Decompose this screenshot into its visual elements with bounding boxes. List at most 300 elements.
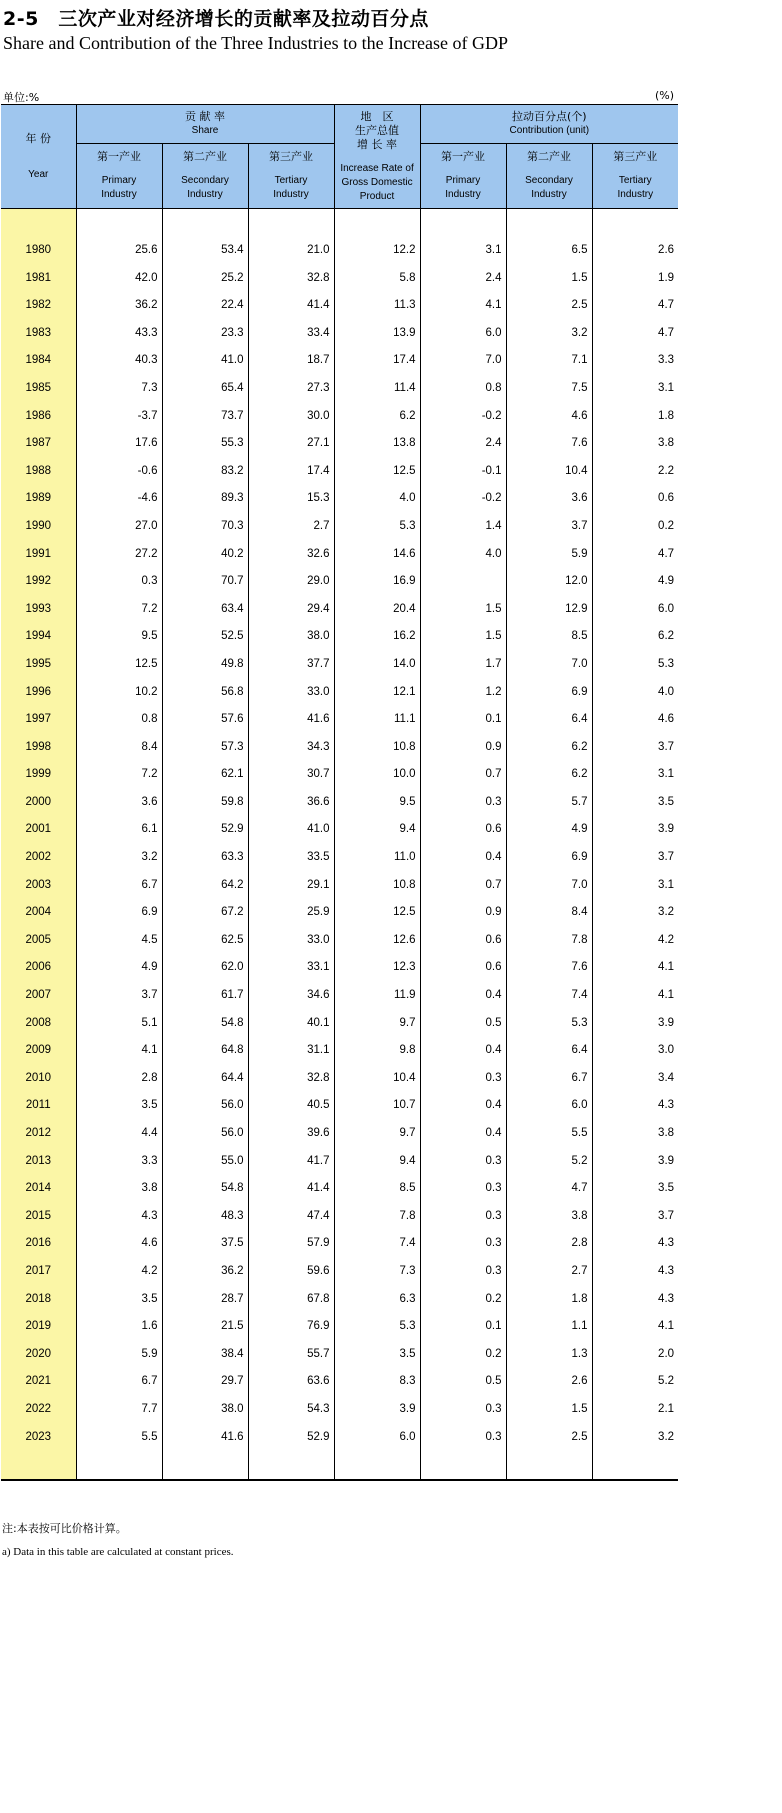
value-cell: 6.9 (506, 844, 592, 872)
value-cell: 0.1 (420, 1313, 506, 1341)
value-cell: -0.1 (420, 458, 506, 486)
value-cell: 0.4 (420, 1037, 506, 1065)
data-table-container (1, 104, 676, 1485)
value-cell: 52.9 (248, 1424, 334, 1452)
value-cell: 25.6 (76, 237, 162, 265)
year-cell: 2023 (1, 1424, 76, 1452)
value-cell: 3.2 (76, 844, 162, 872)
header-contribution-tertiary (592, 144, 678, 209)
table-row (1, 1203, 678, 1231)
value-cell: 3.3 (76, 1148, 162, 1176)
header-contribution-primary (420, 144, 506, 209)
value-cell: 41.4 (248, 292, 334, 320)
value-cell: 0.9 (420, 734, 506, 762)
value-cell: 67.8 (248, 1286, 334, 1314)
value-cell: 29.4 (248, 596, 334, 624)
value-cell: 6.2 (658, 630, 675, 643)
value-cell: 56.0 (162, 1092, 248, 1120)
header-gdp-cn1: 地 区 (360, 109, 394, 123)
value-cell: 25.2 (162, 265, 248, 293)
value-cell: 3.0 (658, 1044, 675, 1057)
value-cell: 1.9 (658, 271, 675, 284)
value-cell: 4.7 (506, 1175, 592, 1203)
value-cell: 0.6 (420, 927, 506, 955)
value-cell: 7.6 (506, 430, 592, 458)
value-cell: 55.0 (162, 1148, 248, 1176)
table-row (1, 1313, 678, 1341)
value-cell: 17.4 (334, 347, 420, 375)
table-row (1, 734, 678, 762)
table-row (1, 844, 678, 872)
value-cell: 0.5 (420, 1010, 506, 1038)
table-row (1, 347, 678, 375)
value-cell: 15.3 (248, 485, 334, 513)
table-spacer-row (1, 209, 678, 238)
value-cell: 4.4 (76, 1120, 162, 1148)
year-cell: 2007 (1, 982, 76, 1010)
value-cell: 11.3 (334, 292, 420, 320)
value-cell: 0.4 (420, 1120, 506, 1148)
value-cell: 2.6 (506, 1368, 592, 1396)
header-c-secondary-cn: 第二产业 (527, 150, 572, 163)
header-year-en: Year (28, 168, 49, 180)
header-gdp-cn2: 生产总值 (355, 123, 400, 137)
header-share-tertiary (248, 144, 334, 209)
header-contribution-secondary (506, 144, 592, 209)
value-cell: 5.5 (76, 1424, 162, 1452)
unit-label-percent: (%) (655, 89, 675, 102)
value-cell: 62.1 (162, 761, 248, 789)
value-cell: 3.5 (658, 795, 675, 808)
value-cell: 0.3 (420, 1258, 506, 1286)
year-cell: 2008 (1, 1010, 76, 1038)
value-cell: 40.5 (248, 1092, 334, 1120)
value-cell: 6.5 (506, 237, 592, 265)
value-cell: 73.7 (162, 403, 248, 431)
table-row (1, 954, 678, 982)
value-cell: 40.2 (162, 541, 248, 569)
table-row (1, 513, 678, 541)
value-cell: 52.9 (162, 816, 248, 844)
value-cell: 4.3 (658, 1099, 675, 1112)
table-row (1, 651, 678, 679)
value-cell: 21.5 (162, 1313, 248, 1341)
value-cell: 5.3 (658, 657, 675, 670)
value-cell: 3.7 (76, 982, 162, 1010)
value-cell: 0.5 (420, 1368, 506, 1396)
value-cell: 39.6 (248, 1120, 334, 1148)
value-cell: 6.2 (506, 761, 592, 789)
header-year-cn: 年 份 (25, 131, 51, 145)
value-cell: 54.8 (162, 1010, 248, 1038)
value-cell: 2.2 (658, 464, 675, 477)
value-cell: 4.3 (76, 1203, 162, 1231)
value-cell: 0.3 (420, 1148, 506, 1176)
table-row (1, 1065, 678, 1093)
value-cell: 9.7 (334, 1120, 420, 1148)
value-cell: 32.6 (248, 541, 334, 569)
value-cell: 0.4 (420, 844, 506, 872)
value-cell: 7.0 (506, 651, 592, 679)
value-cell: 30.7 (248, 761, 334, 789)
value-cell: 2.7 (248, 513, 334, 541)
table-row (1, 1230, 678, 1258)
value-cell: 21.0 (248, 237, 334, 265)
value-cell: 33.1 (248, 954, 334, 982)
value-cell: 0.3 (420, 1203, 506, 1231)
year-cell: 1987 (1, 430, 76, 458)
value-cell: 5.3 (334, 1313, 420, 1341)
value-cell: 3.7 (658, 1209, 675, 1222)
value-cell (420, 568, 506, 596)
value-cell: 4.2 (76, 1258, 162, 1286)
value-cell: 57.9 (248, 1230, 334, 1258)
year-cell: 1990 (1, 513, 76, 541)
value-cell: 31.1 (248, 1037, 334, 1065)
value-cell: 2.8 (76, 1065, 162, 1093)
value-cell: 0.8 (76, 706, 162, 734)
value-cell: 4.3 (658, 1264, 675, 1277)
value-cell: 22.4 (162, 292, 248, 320)
value-cell: 3.1 (420, 237, 506, 265)
year-cell: 1999 (1, 761, 76, 789)
value-cell: 4.1 (658, 961, 675, 974)
table-row (1, 1286, 678, 1314)
value-cell: 6.7 (76, 872, 162, 900)
value-cell: 4.7 (658, 547, 675, 560)
value-cell: 29.1 (248, 872, 334, 900)
value-cell: 4.0 (334, 485, 420, 513)
value-cell: 6.9 (506, 679, 592, 707)
year-cell: 2003 (1, 872, 76, 900)
value-cell: 7.5 (506, 375, 592, 403)
value-cell: 2.4 (420, 430, 506, 458)
header-c-primary-cn: 第一产业 (441, 150, 486, 163)
value-cell: 3.8 (506, 1203, 592, 1231)
value-cell: 3.5 (76, 1092, 162, 1120)
page-title-cn: 2-5 三次产业对经济增长的贡献率及拉动百分点 (3, 8, 429, 30)
value-cell: 3.3 (658, 354, 675, 367)
value-cell: 10.2 (76, 679, 162, 707)
value-cell: 4.9 (76, 954, 162, 982)
table-row (1, 1120, 678, 1148)
value-cell: 8.4 (506, 899, 592, 927)
value-cell: 0.8 (420, 375, 506, 403)
value-cell: 7.8 (334, 1203, 420, 1231)
table-row (1, 706, 678, 734)
value-cell: 49.8 (162, 651, 248, 679)
value-cell: 32.8 (248, 1065, 334, 1093)
value-cell: -0.2 (420, 403, 506, 431)
table-row (1, 430, 678, 458)
page-title-en: Share and Contribution of the Three Industries to the Increase of GDP (3, 33, 509, 53)
value-cell: 41.0 (162, 347, 248, 375)
value-cell: 7.4 (506, 982, 592, 1010)
value-cell: 56.8 (162, 679, 248, 707)
value-cell: 7.4 (334, 1230, 420, 1258)
value-cell: 29.7 (162, 1368, 248, 1396)
value-cell: 3.1 (658, 878, 675, 891)
value-cell: 12.5 (334, 899, 420, 927)
value-cell: 0.1 (420, 706, 506, 734)
year-cell: 1982 (1, 292, 76, 320)
value-cell: 4.6 (506, 403, 592, 431)
year-cell: 2021 (1, 1368, 76, 1396)
value-cell: 64.4 (162, 1065, 248, 1093)
value-cell: 1.5 (420, 623, 506, 651)
year-cell: 1992 (1, 568, 76, 596)
value-cell: 38.0 (248, 623, 334, 651)
year-cell: 1993 (1, 596, 76, 624)
value-cell: 0.3 (420, 1424, 506, 1452)
value-cell: 11.1 (334, 706, 420, 734)
value-cell: 89.3 (162, 485, 248, 513)
value-cell: 10.4 (334, 1065, 420, 1093)
value-cell: 3.2 (506, 320, 592, 348)
table-row (1, 872, 678, 900)
value-cell: 4.6 (658, 713, 675, 726)
year-cell: 2015 (1, 1203, 76, 1231)
header-primary-en: Primary Industry (101, 175, 137, 200)
value-cell: 10.7 (334, 1092, 420, 1120)
value-cell: 6.0 (420, 320, 506, 348)
value-cell: 63.4 (162, 596, 248, 624)
value-cell: 2.4 (420, 265, 506, 293)
year-cell: 2001 (1, 816, 76, 844)
value-cell: 55.3 (162, 430, 248, 458)
table-row (1, 458, 678, 486)
table-row (1, 1368, 678, 1396)
value-cell: 11.9 (334, 982, 420, 1010)
value-cell: 0.7 (420, 872, 506, 900)
value-cell: 1.1 (506, 1313, 592, 1341)
year-cell: 1984 (1, 347, 76, 375)
value-cell: 7.7 (76, 1396, 162, 1424)
value-cell: 3.5 (658, 1182, 675, 1195)
value-cell: 76.9 (248, 1313, 334, 1341)
value-cell: 7.1 (506, 347, 592, 375)
value-cell: 10.8 (334, 872, 420, 900)
year-cell: 2012 (1, 1120, 76, 1148)
value-cell: 41.0 (248, 816, 334, 844)
header-secondary-en: Secondary Industry (181, 175, 229, 200)
value-cell: 4.2 (658, 933, 675, 946)
value-cell: 0.4 (420, 1092, 506, 1120)
value-cell: 6.0 (658, 602, 675, 615)
value-cell: 7.3 (76, 375, 162, 403)
header-tertiary-en: Tertiary Industry (273, 175, 309, 200)
footnote-cn: 注:本表按可比价格计算。 (2, 1522, 127, 1535)
value-cell: 2.1 (658, 1402, 675, 1415)
value-cell: 63.3 (162, 844, 248, 872)
value-cell: 3.1 (658, 768, 675, 781)
value-cell: 2.5 (506, 1424, 592, 1452)
value-cell: 9.8 (334, 1037, 420, 1065)
value-cell: 1.7 (420, 651, 506, 679)
year-cell: 1998 (1, 734, 76, 762)
value-cell: 17.6 (76, 430, 162, 458)
year-cell: 1981 (1, 265, 76, 293)
value-cell: 7.6 (506, 954, 592, 982)
value-cell: 7.2 (76, 596, 162, 624)
value-cell: 3.2 (658, 906, 675, 919)
value-cell: 27.2 (76, 541, 162, 569)
value-cell: 36.2 (162, 1258, 248, 1286)
header-tertiary-cn: 第三产业 (269, 150, 314, 163)
value-cell: 5.2 (658, 1375, 675, 1388)
value-cell: 6.2 (506, 734, 592, 762)
value-cell: 4.3 (658, 1292, 675, 1305)
year-cell: 2000 (1, 789, 76, 817)
value-cell: 12.3 (334, 954, 420, 982)
table-row (1, 292, 678, 320)
value-cell: 0.6 (420, 954, 506, 982)
year-cell: 2017 (1, 1258, 76, 1286)
value-cell: 1.5 (506, 265, 592, 293)
year-cell: 1996 (1, 679, 76, 707)
value-cell: 70.3 (162, 513, 248, 541)
value-cell: 59.8 (162, 789, 248, 817)
value-cell: 83.2 (162, 458, 248, 486)
value-cell: 4.0 (420, 541, 506, 569)
value-cell: 12.0 (506, 568, 592, 596)
value-cell: 0.3 (76, 568, 162, 596)
value-cell: 47.4 (248, 1203, 334, 1231)
value-cell: 6.4 (506, 706, 592, 734)
value-cell: 52.5 (162, 623, 248, 651)
value-cell: 33.0 (248, 679, 334, 707)
value-cell: 0.2 (658, 519, 675, 532)
value-cell: 10.8 (334, 734, 420, 762)
table-row (1, 596, 678, 624)
value-cell: 12.5 (76, 651, 162, 679)
value-cell: 4.1 (658, 1320, 675, 1333)
value-cell: 8.3 (334, 1368, 420, 1396)
value-cell: 5.9 (506, 541, 592, 569)
unit-label: 单位:% (3, 91, 40, 104)
value-cell: 4.1 (420, 292, 506, 320)
value-cell: 32.8 (248, 265, 334, 293)
table-row (1, 1010, 678, 1038)
value-cell: 5.3 (506, 1010, 592, 1038)
table-row (1, 237, 678, 265)
year-cell: 1986 (1, 403, 76, 431)
header-gdp-cn3: 增 长 率 (357, 137, 398, 151)
value-cell: 3.4 (658, 1071, 675, 1084)
value-cell: 12.2 (334, 237, 420, 265)
value-cell: 4.3 (658, 1237, 675, 1250)
value-cell: 5.5 (506, 1120, 592, 1148)
table-row (1, 265, 678, 293)
value-cell: 27.0 (76, 513, 162, 541)
year-cell: 2016 (1, 1230, 76, 1258)
value-cell: 6.4 (506, 1037, 592, 1065)
value-cell: 6.3 (334, 1286, 420, 1314)
value-cell: 12.6 (334, 927, 420, 955)
header-share-secondary (162, 144, 248, 209)
table-row (1, 927, 678, 955)
year-cell: 2010 (1, 1065, 76, 1093)
value-cell: 6.1 (76, 816, 162, 844)
table-row (1, 320, 678, 348)
table-body (1, 209, 678, 1481)
value-cell: 56.0 (162, 1120, 248, 1148)
value-cell: 42.0 (76, 265, 162, 293)
value-cell: 1.5 (506, 1396, 592, 1424)
value-cell: 27.1 (248, 430, 334, 458)
header-share-en: Share (191, 125, 219, 136)
value-cell: 4.0 (658, 685, 675, 698)
value-cell: 41.4 (248, 1175, 334, 1203)
header-share (76, 105, 334, 144)
value-cell: 40.1 (248, 1010, 334, 1038)
value-cell: 4.7 (658, 326, 675, 339)
value-cell: 67.2 (162, 899, 248, 927)
header-gdp-rate (334, 105, 420, 209)
value-cell: 1.8 (658, 409, 675, 422)
value-cell: 0.2 (420, 1286, 506, 1314)
value-cell: 4.5 (76, 927, 162, 955)
value-cell: 5.9 (76, 1341, 162, 1369)
value-cell: 0.6 (658, 492, 675, 505)
value-cell: 34.3 (248, 734, 334, 762)
value-cell: 13.8 (334, 430, 420, 458)
value-cell: 3.9 (658, 1154, 675, 1167)
value-cell: 57.6 (162, 706, 248, 734)
value-cell: 5.8 (334, 265, 420, 293)
value-cell: 4.9 (506, 816, 592, 844)
year-cell: 2014 (1, 1175, 76, 1203)
value-cell: 0.3 (420, 1396, 506, 1424)
value-cell: 48.3 (162, 1203, 248, 1231)
value-cell: 41.6 (248, 706, 334, 734)
value-cell: 3.5 (334, 1341, 420, 1369)
table-row (1, 761, 678, 789)
value-cell: 3.6 (506, 485, 592, 513)
value-cell: 11.4 (334, 375, 420, 403)
value-cell: 33.4 (248, 320, 334, 348)
table-row (1, 1258, 678, 1286)
value-cell: 0.9 (420, 899, 506, 927)
value-cell: 13.9 (334, 320, 420, 348)
table-row (1, 485, 678, 513)
value-cell: 0.7 (420, 761, 506, 789)
data-table (1, 104, 678, 1481)
year-cell: 2019 (1, 1313, 76, 1341)
value-cell: -0.2 (420, 485, 506, 513)
value-cell: 3.8 (658, 1127, 675, 1139)
value-cell: 12.5 (334, 458, 420, 486)
value-cell: 55.7 (248, 1341, 334, 1369)
value-cell: 12.9 (506, 596, 592, 624)
header-share-cn: 贡 献 率 (185, 110, 226, 123)
value-cell: 7.2 (76, 761, 162, 789)
value-cell: 6.7 (76, 1368, 162, 1396)
year-cell: 1991 (1, 541, 76, 569)
value-cell: 0.6 (420, 816, 506, 844)
value-cell: 3.2 (658, 1430, 675, 1443)
value-cell: 9.4 (334, 816, 420, 844)
value-cell: 63.6 (248, 1368, 334, 1396)
value-cell: 36.6 (248, 789, 334, 817)
header-contribution-cn: 拉动百分点(个) (511, 110, 587, 123)
value-cell: -0.6 (76, 458, 162, 486)
table-row (1, 1148, 678, 1176)
value-cell: 9.7 (334, 1010, 420, 1038)
table-row (1, 1175, 678, 1203)
header-contribution-en: Contribution (unit) (509, 125, 590, 136)
table-row (1, 816, 678, 844)
